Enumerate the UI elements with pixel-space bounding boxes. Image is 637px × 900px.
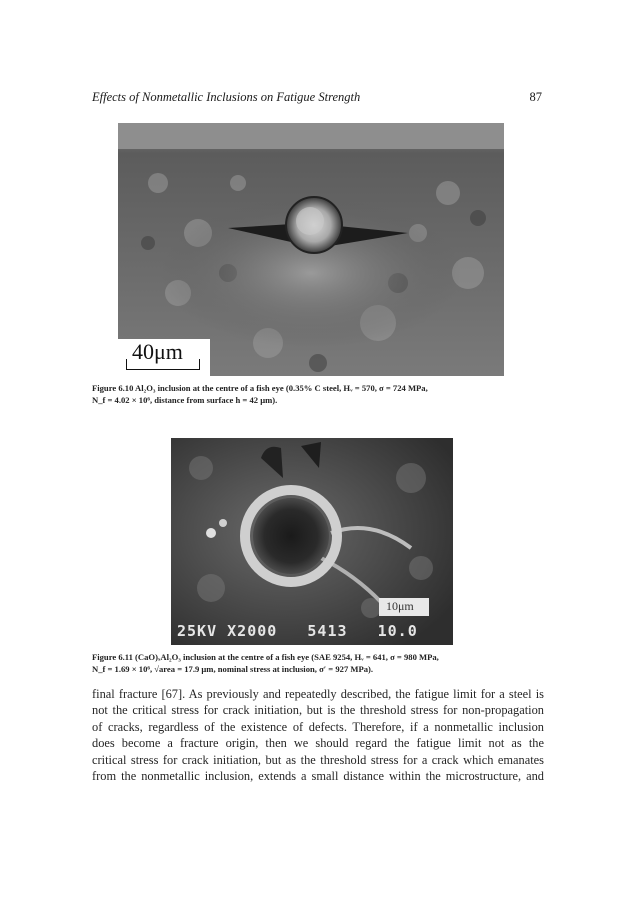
- caption-line: Figure 6.11 (CaO)ₓAl₂O₃ inclusion at the centre of a fish eye (SAE 9254, Hᵥ = 641, σ = 980 MPa,: [92, 652, 439, 662]
- scale-bar-40um: [118, 339, 210, 376]
- scale-bar-tick-right: [199, 359, 200, 370]
- running-title: Effects of Nonmetallic Inclusions on Fatigue Strength: [92, 90, 361, 104]
- body-line: not the critical stress for crack initiation, but is the threshold stress for non-propagation: [92, 703, 544, 718]
- scale-bar-line: [126, 369, 200, 370]
- caption-line: Figure 6.10 Al₂O₃ inclusion at the centre of a fish eye (0.35% C steel, Hᵥ = 570, σ = 724 MPa,: [92, 383, 428, 393]
- figure-6-10-micrograph: [118, 123, 504, 376]
- scale-bar-tick-left: [126, 359, 127, 370]
- figure-6-11-caption: [92, 652, 542, 675]
- body-line: critical stress for crack initiation, but as the threshold stress for a crack which emanates: [92, 752, 544, 767]
- sem-info-band: [171, 618, 453, 645]
- scale-bar-label: 10μm: [386, 599, 414, 613]
- sem-info-text: 25KV X2000 5413 10.0: [177, 622, 418, 640]
- body-line: of cracks, regardless of the existence of defects. Therefore, if a nonmetallic inclusion: [92, 719, 544, 734]
- running-head: [92, 90, 542, 108]
- scale-bar-10um: [379, 598, 429, 616]
- page-number: 87: [529, 90, 542, 104]
- figure-6-11-micrograph: [171, 438, 453, 645]
- body-line: from the nonmetallic inclusion, extends a small distance within the microstructure, and: [92, 768, 544, 783]
- body-paragraph: [92, 686, 544, 784]
- caption-line: N_f = 1.69 × 10⁶, √area = 17.9 μm, nominal stress at inclusion, σ′ = 927 MPa).: [92, 663, 374, 674]
- body-line: final fracture [67]. As previously and repeatedly described, the fatigue limit for a steel is: [92, 687, 544, 701]
- caption-line: N_f = 4.02 × 10⁶, distance from surface h = 42 μm).: [92, 394, 278, 405]
- scale-bar-label: 40μm: [132, 339, 183, 364]
- figure-6-10-caption: [92, 383, 542, 406]
- body-line: does become a fracture origin, then we should regard the fatigue limit not as the: [92, 736, 544, 751]
